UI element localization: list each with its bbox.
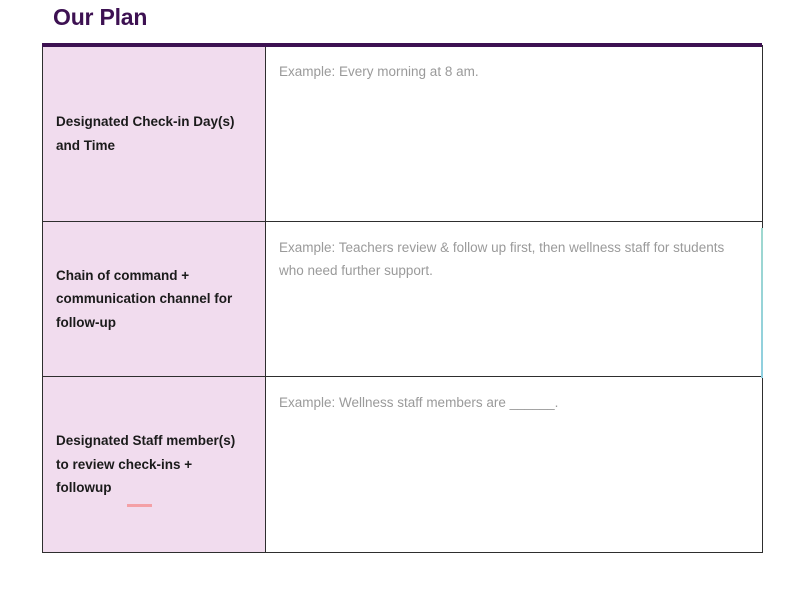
plan-item-label: Chain of command + communication channel for follow-up bbox=[56, 267, 233, 330]
plan-item-value: Example: Wellness staff members are ______. bbox=[279, 395, 559, 410]
plan-item-label-cell bbox=[43, 46, 266, 222]
table-row bbox=[43, 377, 763, 553]
plan-item-value-cell[interactable] bbox=[266, 46, 763, 222]
table-row bbox=[43, 222, 763, 377]
plan-item-label: Designated Staff member(s) to review check-ins + followup bbox=[56, 433, 236, 496]
plan-item-label: Designated Check-in Day(s) and Time bbox=[56, 113, 235, 153]
plan-table bbox=[42, 45, 763, 553]
page-title: Our Plan bbox=[53, 4, 148, 30]
table-row bbox=[43, 46, 763, 222]
plan-item-value-cell[interactable] bbox=[266, 377, 763, 553]
table-top-accent-bar bbox=[42, 43, 762, 47]
plan-item-label-cell bbox=[43, 377, 266, 553]
plan-item-value: Example: Teachers review & follow up first, then wellness staff for students who need further support. bbox=[279, 240, 725, 279]
page-edge-decoration bbox=[761, 228, 763, 378]
plan-item-value-cell[interactable] bbox=[266, 222, 763, 377]
spellcheck-underline bbox=[127, 504, 152, 507]
plan-item-value: Example: Every morning at 8 am. bbox=[279, 64, 479, 79]
plan-item-label-cell bbox=[43, 222, 266, 377]
